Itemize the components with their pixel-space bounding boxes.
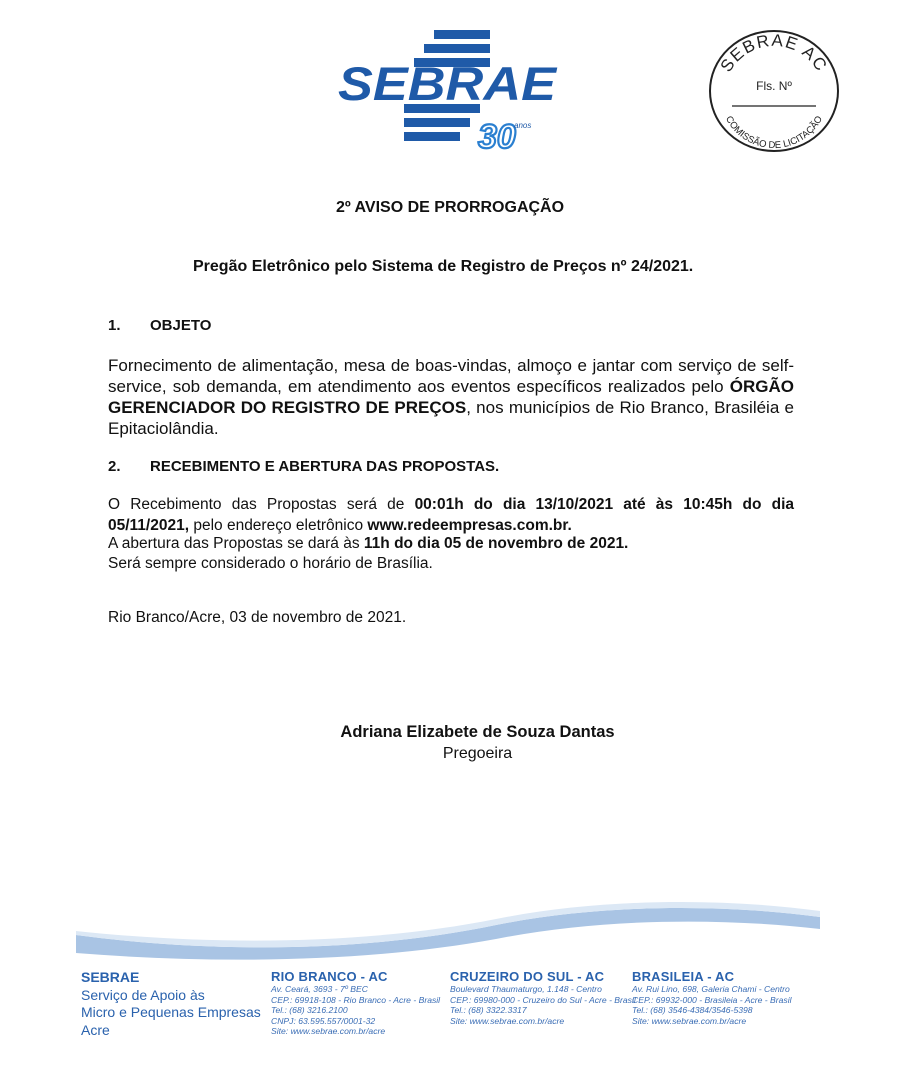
office-line: CEP.: 69918-108 - Rio Branco - Acre - Brasil <box>271 994 441 1005</box>
office-title: BRASILEIA - AC <box>632 969 735 984</box>
office-line: Tel.: (68) 3216.2100 <box>271 1005 348 1015</box>
section-2-heading <box>108 458 499 475</box>
footer-org-block <box>81 969 261 1039</box>
office-line: CEP.: 69980-000 - Cruzeiro do Sul - Acre - Brasil <box>450 994 636 1005</box>
receipt-period: 00:01h do dia 13/10/2021 até às 10:45h do dia 05/11/2021, <box>108 496 794 534</box>
svg-text:SEBRAE: SEBRAE <box>338 57 558 110</box>
footer-office-rio-branco <box>271 969 440 1037</box>
document-title: 2º AVISO DE PRORROGAÇÃO <box>335 199 565 216</box>
object-text-before: Fornecimento de alimentação, mesa de boas-vindas, almoço e jantar com serviço de self-service, sob demanda, em atendimento aos eventos específicos realizados pelo <box>108 356 794 396</box>
office-title: RIO BRANCO - AC <box>271 969 388 984</box>
footer-org-name: SEBRAE <box>81 969 140 985</box>
section-1-number: 1. <box>108 317 121 334</box>
footer-org-line-3: Acre <box>81 1021 110 1038</box>
opening-text-a: A abertura das Propostas se dará às <box>108 535 364 552</box>
section-2-paragraph-2 <box>108 533 794 554</box>
object-text-after: , nos municípios de Rio Branco, Brasiléia e Epitaciolândia. <box>108 398 794 438</box>
office-line: Av. Rui Lino, 698, Galeria Chami - Centro <box>632 984 790 994</box>
opening-datetime: 11h do dia 05 de novembro de 2021. <box>363 535 629 552</box>
signatory-role: Pregoeira <box>442 745 513 762</box>
receipt-text-c: pelo endereço eletrônico <box>189 517 368 534</box>
section-2-paragraph-3: Será sempre considerado o horário de Brasília. <box>108 555 433 572</box>
receipt-text-a: O Recebimento das Propostas será de <box>108 496 415 513</box>
footer-wave-decoration <box>76 895 820 965</box>
office-line: Av. Ceará, 3693 - 7º BEC <box>271 984 368 994</box>
footer-org-line-2: Micro e Pequenas Empresas <box>81 1004 261 1020</box>
svg-text:30: 30 <box>478 118 516 156</box>
section-1-title: OBJETO <box>150 317 212 334</box>
footer-office-brasileia <box>632 969 792 1026</box>
section-1-heading <box>108 317 211 334</box>
office-line: Boulevard Thaumaturgo, 1.148 - Centro <box>450 984 602 994</box>
footer-office-cruzeiro-do-sul <box>450 969 636 1026</box>
office-line: Tel.: (68) 3546-4384/3546-5398 <box>632 1005 753 1015</box>
footer-org-line-1: Serviço de Apoio às <box>81 986 205 1003</box>
svg-text:Fls. Nº: Fls. Nº <box>756 79 792 93</box>
svg-text:SEBRAE AC: SEBRAE AC <box>716 30 832 76</box>
office-line: Site: www.sebrae.com.br/acre <box>450 1015 565 1026</box>
commission-stamp <box>706 28 842 154</box>
section-2-paragraph-1 <box>108 494 794 536</box>
office-line: Site: www.sebrae.com.br/acre <box>271 1026 386 1036</box>
section-2-title: RECEBIMENTO E ABERTURA DAS PROPOSTAS. <box>150 458 500 475</box>
signatory-name: Adriana Elizabete de Souza Dantas <box>340 723 615 741</box>
svg-text:COMISSÃO DE LICITAÇÃO: COMISSÃO DE LICITAÇÃO <box>723 114 825 152</box>
place-date: Rio Branco/Acre, 03 de novembro de 2021. <box>108 609 407 626</box>
object-text-bold: ÓRGÃO GERENCIADOR DO REGISTRO DE PREÇOS <box>108 377 794 417</box>
section-2-number: 2. <box>108 458 121 475</box>
document-subtitle: Pregão Eletrônico pelo Sistema de Registro de Preços nº 24/2021. <box>193 258 694 275</box>
sebrae-30-anos-logo <box>338 28 560 156</box>
office-line: Site: www.sebrae.com.br/acre <box>632 1015 747 1026</box>
section-1-body <box>108 355 794 439</box>
office-title: CRUZEIRO DO SUL - AC <box>450 969 605 984</box>
office-line: Tel.: (68) 3322.3317 <box>450 1005 527 1015</box>
receipt-website: www.redeempresas.com.br. <box>367 517 572 534</box>
office-line: CEP.: 69932-000 - Brasileia - Acre - Brasil <box>632 994 792 1005</box>
office-line: CNPJ: 63.595.557/0001-32 <box>271 1015 376 1026</box>
svg-text:anos: anos <box>514 121 532 130</box>
